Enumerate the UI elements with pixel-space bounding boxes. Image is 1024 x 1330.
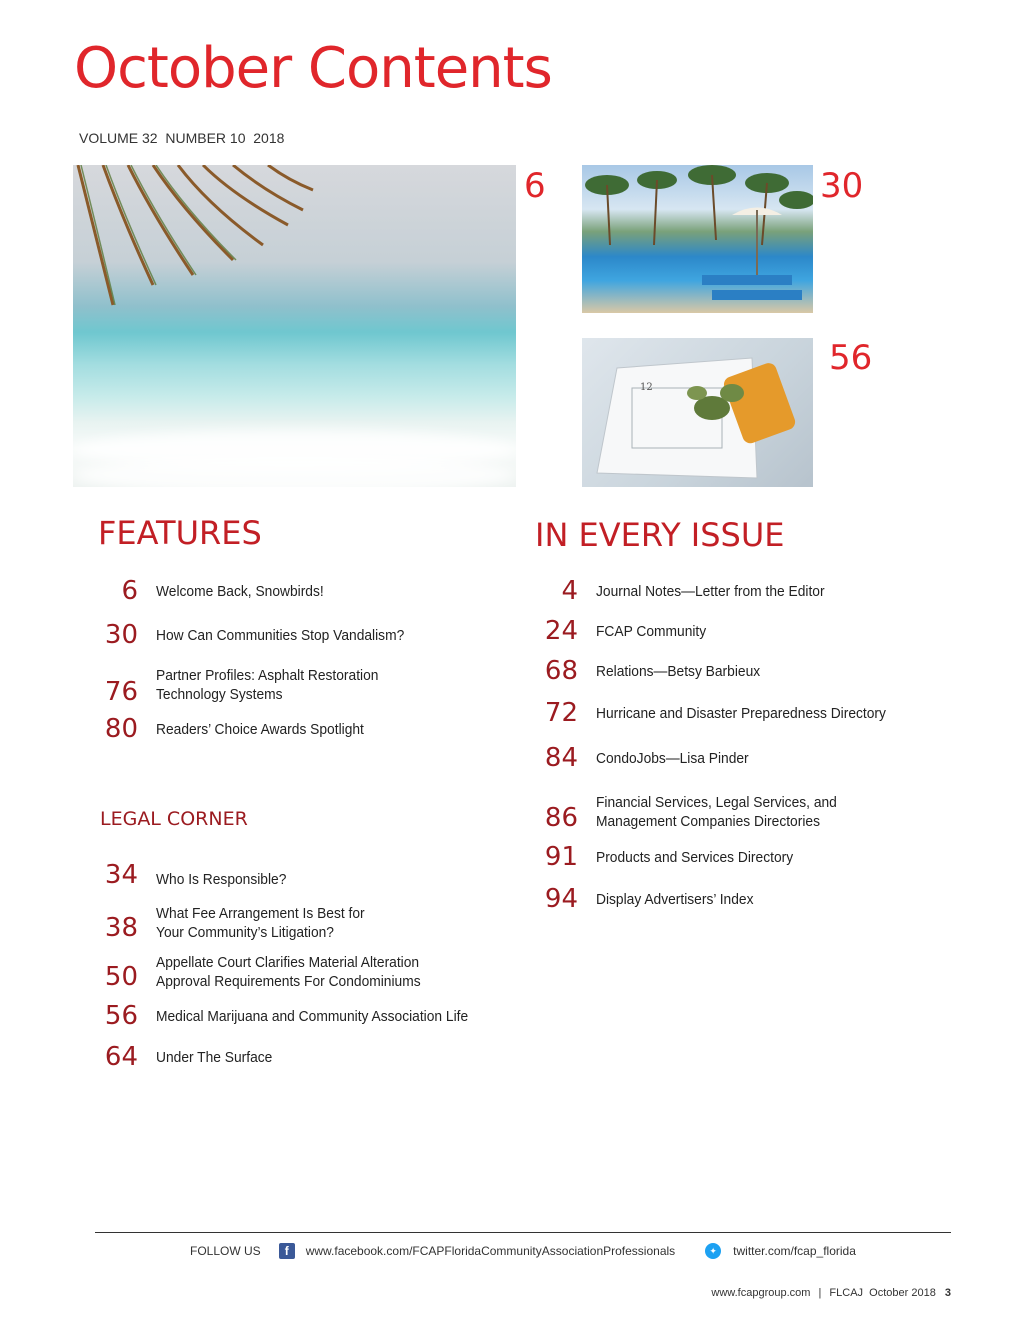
every-issue-item-title: Hurricane and Disaster Preparedness Directory <box>596 704 886 722</box>
publication-label: FLCAJ October 2018 <box>829 1287 936 1299</box>
every-issue-item-page: 24 <box>544 616 578 646</box>
legal-item[interactable] <box>98 1042 282 1072</box>
every-issue-item-title: Journal Notes—Letter from the Editor <box>596 582 825 600</box>
footer-separator: | <box>818 1287 822 1299</box>
follow-label: FOLLOW US <box>190 1244 261 1258</box>
features-item-title: Readers’ Choice Awards Spotlight <box>156 720 364 738</box>
every-issue-heading: IN EVERY ISSUE <box>535 516 785 554</box>
social-links <box>190 1243 856 1259</box>
features-item[interactable] <box>98 663 398 707</box>
prescription-page-number: 56 <box>829 338 873 378</box>
every-issue-item-title: Financial Services, Legal Services, and Management Companies Directories <box>596 794 837 830</box>
features-item-page: 76 <box>104 677 138 707</box>
beach-photo <box>73 165 516 487</box>
every-issue-item-title: Display Advertisers’ Index <box>596 890 754 908</box>
svg-text:12: 12 <box>640 382 653 393</box>
features-heading: FEATURES <box>98 514 262 552</box>
legal-item-title: Under The Surface <box>156 1048 273 1066</box>
features-item[interactable] <box>98 576 338 606</box>
legal-item-page: 38 <box>104 913 138 943</box>
every-issue-item-page: 86 <box>544 803 578 833</box>
twitter-link[interactable]: twitter.com/fcap_florida <box>733 1244 856 1258</box>
every-issue-item[interactable] <box>538 576 844 606</box>
features-item-page: 6 <box>121 576 138 606</box>
features-item-title: How Can Communities Stop Vandalism? <box>156 626 405 644</box>
features-item-page: 80 <box>104 714 138 744</box>
footer-divider <box>95 1232 951 1233</box>
legal-item-title: Who Is Responsible? <box>156 870 287 888</box>
site-link[interactable]: www.fcapgroup.com <box>711 1287 811 1299</box>
legal-item[interactable] <box>98 1001 495 1031</box>
every-issue-item-title: FCAP Community <box>596 622 707 640</box>
legal-item-page: 56 <box>104 1001 138 1031</box>
every-issue-item-page: 4 <box>561 576 578 606</box>
twitter-icon[interactable]: ✦ <box>705 1243 721 1259</box>
page-footer <box>711 1287 951 1299</box>
every-issue-item-page: 94 <box>544 884 578 914</box>
prescription-photo <box>582 338 813 487</box>
features-item-title: Partner Profiles: Asphalt Restoration Technology Systems <box>156 667 379 703</box>
every-issue-item-page: 72 <box>544 698 578 728</box>
beach-page-number: 6 <box>524 166 546 206</box>
legal-item[interactable] <box>98 952 444 992</box>
legal-item-page: 64 <box>104 1042 138 1072</box>
pool-page-number: 30 <box>820 166 864 206</box>
features-item-title: Welcome Back, Snowbirds! <box>156 582 324 600</box>
page-title: October Contents <box>74 36 552 101</box>
every-issue-item[interactable] <box>538 743 762 773</box>
features-item[interactable] <box>98 714 382 744</box>
legal-item-title: Medical Marijuana and Community Association Life <box>156 1007 469 1025</box>
every-issue-item-page: 68 <box>544 656 578 686</box>
every-issue-item-page: 91 <box>544 842 578 872</box>
features-item-page: 30 <box>104 620 138 650</box>
every-issue-item[interactable] <box>538 842 810 872</box>
page-number: 3 <box>944 1287 951 1299</box>
every-issue-item[interactable] <box>538 656 774 686</box>
legal-item-page: 50 <box>104 962 138 992</box>
legal-item-page: 34 <box>104 860 138 890</box>
features-item[interactable] <box>98 620 426 650</box>
every-issue-item-page: 84 <box>544 743 578 773</box>
legal-item-title: What Fee Arrangement Is Best for Your Community’s Litigation? <box>156 905 365 941</box>
every-issue-item-title: Relations—Betsy Barbieux <box>596 662 761 680</box>
facebook-link[interactable]: www.facebook.com/FCAPFloridaCommunityAssociationProfessionals <box>305 1244 676 1258</box>
legal-item[interactable] <box>98 903 383 943</box>
legal-item[interactable] <box>98 860 298 890</box>
volume-line: VOLUME 32 NUMBER 10 2018 <box>79 130 285 146</box>
facebook-icon[interactable]: f <box>279 1243 295 1259</box>
every-issue-item-title: CondoJobs—Lisa Pinder <box>596 749 749 767</box>
every-issue-item[interactable] <box>538 791 858 833</box>
every-issue-item[interactable] <box>538 616 716 646</box>
every-issue-item[interactable] <box>538 698 911 728</box>
every-issue-item[interactable] <box>538 884 767 914</box>
pool-photo <box>582 165 813 313</box>
legal-item-title: Appellate Court Clarifies Material Alteration Approval Requirements For Condominiums <box>156 954 421 990</box>
legal-corner-heading: LEGAL CORNER <box>100 808 248 830</box>
every-issue-item-title: Products and Services Directory <box>596 848 794 866</box>
